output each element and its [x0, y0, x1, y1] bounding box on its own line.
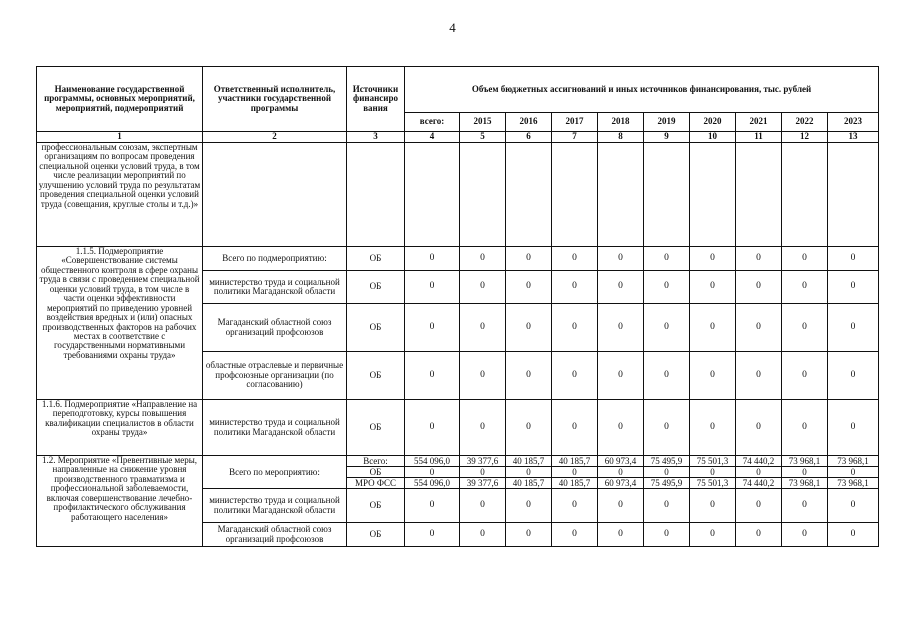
value-cell: 0: [460, 271, 506, 304]
value-cell: 0: [690, 400, 736, 456]
year-header: 2021: [736, 113, 782, 132]
value-cell: 0: [405, 247, 460, 271]
source-cell: Всего:: [347, 456, 405, 467]
value-cell: 0: [598, 304, 644, 352]
value-cell: 0: [460, 400, 506, 456]
value-cell: 60 973,4: [598, 478, 644, 489]
value-cell: 74 440,2: [736, 456, 782, 467]
index-cell: 10: [690, 132, 736, 143]
source-cell: ОБ: [347, 400, 405, 456]
value-cell: 0: [405, 271, 460, 304]
value-cell: 0: [690, 352, 736, 400]
value-cell: 0: [736, 523, 782, 547]
year-header: 2016: [506, 113, 552, 132]
value-cell: 554 096,0: [405, 478, 460, 489]
index-cell: 4: [405, 132, 460, 143]
value-cell: 75 501,3: [690, 478, 736, 489]
item-name: 1.1.6. Подмероприятие «Направление на переподготовку, курсы повышения квалификации специалистов в области охраны труда»: [37, 400, 203, 456]
header-sources: Источники финансиро вания: [347, 67, 405, 132]
value-cell: 0: [460, 304, 506, 352]
value-cell: 0: [598, 352, 644, 400]
value-cell: 0: [644, 489, 690, 523]
value-cell: 40 185,7: [506, 456, 552, 467]
value-cell: 0: [460, 352, 506, 400]
responsible-cell: Магаданский областной союз организаций профсоюзов: [203, 523, 347, 547]
value-cell: 39 377,6: [460, 478, 506, 489]
value-cell: 0: [782, 467, 828, 478]
value-cell: 0: [460, 467, 506, 478]
table-row: [37, 400, 879, 456]
value-cell: 0: [598, 400, 644, 456]
responsible-cell: Всего по мероприятию:: [203, 456, 347, 489]
value-cell: 0: [552, 489, 598, 523]
page-number: 4: [449, 20, 456, 35]
value-cell: 554 096,0: [405, 456, 460, 467]
value-cell: 0: [644, 271, 690, 304]
empty-cell: [347, 143, 405, 247]
empty-cell: [736, 143, 782, 247]
value-cell: 0: [690, 247, 736, 271]
value-cell: 0: [405, 523, 460, 547]
empty-cell: [598, 143, 644, 247]
year-header: 2022: [782, 113, 828, 132]
value-cell: 0: [506, 247, 552, 271]
table-row: [37, 143, 879, 247]
value-cell: 0: [552, 352, 598, 400]
empty-cell: [506, 143, 552, 247]
value-cell: 40 185,7: [552, 478, 598, 489]
source-cell: ОБ: [347, 467, 405, 478]
value-cell: 0: [644, 400, 690, 456]
value-cell: 0: [644, 523, 690, 547]
value-cell: 0: [782, 489, 828, 523]
source-cell: ОБ: [347, 271, 405, 304]
value-cell: 0: [736, 489, 782, 523]
header-funding: Объем бюджетных ассигнований и иных источников финансирования, тыс. рублей: [405, 67, 879, 113]
value-cell: 0: [782, 352, 828, 400]
source-cell: ОБ: [347, 489, 405, 523]
header-name: Наименование государственной программы, основных мероприятий, мероприятий, подмероприятий: [37, 67, 203, 132]
value-cell: 0: [644, 467, 690, 478]
item-name: 1.2. Мероприятие «Превентивные меры, направленные на снижение уровня производственного травматизма и профессиональной заболеваемости, включая совершенствование лечебно-профилактического обслуживания работающего населения»: [37, 456, 203, 547]
index-cell: 9: [644, 132, 690, 143]
empty-cell: [828, 143, 879, 247]
value-cell: 0: [736, 271, 782, 304]
value-cell: 0: [828, 489, 879, 523]
value-cell: 0: [506, 523, 552, 547]
value-cell: 75 501,3: [690, 456, 736, 467]
empty-cell: [405, 143, 460, 247]
value-cell: 75 495,9: [644, 456, 690, 467]
year-header: 2020: [690, 113, 736, 132]
header-responsible: Ответственный исполнитель, участники государственной программы: [203, 67, 347, 132]
index-cell: 5: [460, 132, 506, 143]
index-cell: 11: [736, 132, 782, 143]
empty-cell: [690, 143, 736, 247]
value-cell: 0: [690, 271, 736, 304]
value-cell: 0: [598, 247, 644, 271]
value-cell: 0: [644, 247, 690, 271]
responsible-cell: министерство труда и социальной политики Магаданской области: [203, 271, 347, 304]
source-cell: ОБ: [347, 247, 405, 271]
value-cell: 0: [506, 467, 552, 478]
value-cell: 73 968,1: [782, 456, 828, 467]
value-cell: 0: [405, 489, 460, 523]
value-cell: 0: [828, 271, 879, 304]
empty-cell: [644, 143, 690, 247]
value-cell: 40 185,7: [552, 456, 598, 467]
empty-cell: [782, 143, 828, 247]
value-cell: 0: [782, 247, 828, 271]
value-cell: 0: [644, 352, 690, 400]
value-cell: 40 185,7: [506, 478, 552, 489]
index-cell: 12: [782, 132, 828, 143]
value-cell: 0: [828, 467, 879, 478]
value-cell: 0: [506, 271, 552, 304]
year-header: 2015: [460, 113, 506, 132]
value-cell: 0: [405, 304, 460, 352]
source-cell: ОБ: [347, 304, 405, 352]
value-cell: 0: [460, 523, 506, 547]
index-row: [37, 132, 879, 143]
value-cell: 0: [552, 467, 598, 478]
index-cell: 7: [552, 132, 598, 143]
value-cell: 0: [736, 247, 782, 271]
value-cell: 0: [405, 400, 460, 456]
index-cell: 3: [347, 132, 405, 143]
year-header: всего:: [405, 113, 460, 132]
value-cell: 0: [598, 523, 644, 547]
value-cell: 74 440,2: [736, 478, 782, 489]
empty-cell: [460, 143, 506, 247]
value-cell: 0: [828, 304, 879, 352]
value-cell: 75 495,9: [644, 478, 690, 489]
value-cell: 0: [598, 467, 644, 478]
value-cell: 0: [460, 247, 506, 271]
value-cell: 0: [690, 489, 736, 523]
value-cell: 0: [506, 304, 552, 352]
responsible-cell: Всего по подмероприятию:: [203, 247, 347, 271]
value-cell: 0: [782, 271, 828, 304]
value-cell: 0: [828, 352, 879, 400]
value-cell: 0: [828, 523, 879, 547]
index-cell: 13: [828, 132, 879, 143]
responsible-cell: министерство труда и социальной политики Магаданской области: [203, 489, 347, 523]
value-cell: 0: [552, 271, 598, 304]
value-cell: 0: [690, 523, 736, 547]
value-cell: 0: [405, 467, 460, 478]
value-cell: 0: [506, 489, 552, 523]
value-cell: 60 973,4: [598, 456, 644, 467]
responsible-cell: Магаданский областной союз организаций профсоюзов: [203, 304, 347, 352]
source-cell: МРО ФСС: [347, 478, 405, 489]
index-cell: 1: [37, 132, 203, 143]
index-cell: 2: [203, 132, 347, 143]
responsible-cell: областные отраслевые и первичные профсоюзные организации (по согласованию): [203, 352, 347, 400]
responsible-cell: министерство труда и социальной политики Магаданской области: [203, 400, 347, 456]
budget-table: [36, 66, 879, 547]
item-name: 1.1.5. Подмероприятие «Совершенствование системы общественного контроля в сфере охраны труда в связи с проведением специальной оценки условий труда, в том числе в части оценки эффективности мероприятий по приведению уровней воздействия вредных и (или) опасных производственных факторов на рабочих местах в соответствие с государственными нормативными требованиями охраны труда»: [37, 247, 203, 400]
empty-cell: [203, 143, 347, 247]
value-cell: 0: [782, 400, 828, 456]
value-cell: 0: [782, 523, 828, 547]
header-row: [37, 67, 879, 113]
value-cell: 0: [460, 489, 506, 523]
value-cell: 0: [644, 304, 690, 352]
table-row: [37, 456, 879, 467]
value-cell: 0: [598, 489, 644, 523]
value-cell: 0: [690, 467, 736, 478]
year-header: 2017: [552, 113, 598, 132]
value-cell: 0: [598, 271, 644, 304]
value-cell: 0: [506, 352, 552, 400]
value-cell: 0: [782, 304, 828, 352]
value-cell: 0: [552, 304, 598, 352]
value-cell: 73 968,1: [828, 456, 879, 467]
value-cell: 0: [405, 352, 460, 400]
value-cell: 39 377,6: [460, 456, 506, 467]
table-row: [37, 247, 879, 271]
year-header: 2019: [644, 113, 690, 132]
item-name: профессиональным союзам, экспертным организациям по вопросам проведения специальной оценки условий труда, в том числе реализации мероприятий по улучшению условий труда по результатам проведения специальной оценки условий труда (совещания, круглые столы и т.д.)»: [37, 143, 203, 247]
value-cell: 0: [736, 304, 782, 352]
value-cell: 0: [506, 400, 552, 456]
year-header: 2023: [828, 113, 879, 132]
source-cell: ОБ: [347, 352, 405, 400]
value-cell: 0: [828, 247, 879, 271]
source-cell: ОБ: [347, 523, 405, 547]
value-cell: 0: [736, 352, 782, 400]
value-cell: 0: [552, 400, 598, 456]
value-cell: 0: [552, 247, 598, 271]
value-cell: 73 968,1: [782, 478, 828, 489]
empty-cell: [552, 143, 598, 247]
value-cell: 73 968,1: [828, 478, 879, 489]
index-cell: 6: [506, 132, 552, 143]
value-cell: 0: [736, 467, 782, 478]
value-cell: 0: [690, 304, 736, 352]
value-cell: 0: [736, 400, 782, 456]
year-header: 2018: [598, 113, 644, 132]
value-cell: 0: [552, 523, 598, 547]
value-cell: 0: [828, 400, 879, 456]
index-cell: 8: [598, 132, 644, 143]
